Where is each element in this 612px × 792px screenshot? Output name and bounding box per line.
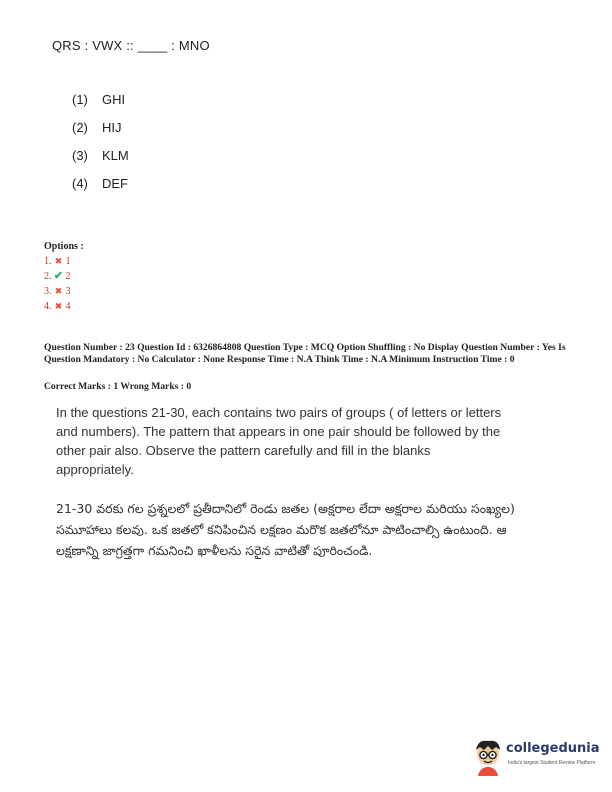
question-text: QRS : VWX :: ____ : MNO: [52, 38, 210, 53]
option-index: 1.: [44, 256, 52, 267]
cross-icon: ✖: [54, 286, 63, 296]
question-meta: Question Number : 23 Question Id : 6326864808 Question Type : MCQ Option Shuffling : No Display Question Number : Yes Is Question Mandatory : No Calculator : None Response Time : N.A Think Time : N.A Minimum Instruction Time : 0: [44, 342, 566, 365]
option-value: 1: [65, 256, 71, 267]
choice-item: [72, 120, 129, 148]
cross-icon: ✖: [54, 256, 63, 266]
option-value: 3: [65, 286, 71, 297]
choice-number: (3): [72, 148, 88, 163]
choice-item: [72, 148, 129, 176]
option-value: 4: [65, 301, 71, 312]
logo-tagline: India's largest Student Review Platform: [508, 760, 596, 766]
choice-label: GHI: [102, 92, 126, 107]
instructions-english: In the questions 21-30, each contains two pairs of groups ( of letters or letters and numbers). The pattern that appears in one pair should be followed by the other pair also. Observe the pattern carefully and fill in the blanks appropriately.: [56, 405, 502, 477]
choice-label: HIJ: [102, 120, 122, 135]
option-row: [44, 300, 84, 315]
choice-number: (4): [72, 176, 88, 191]
option-row: [44, 270, 84, 285]
marks-info: Correct Marks : 1 Wrong Marks : 0: [44, 381, 192, 392]
cross-icon: ✖: [54, 301, 63, 311]
check-icon: ✔: [53, 270, 64, 282]
option-row: [44, 285, 84, 300]
logo-brand: collegedunia: [506, 741, 600, 756]
choice-label: KLM: [102, 148, 129, 163]
option-row: [44, 255, 84, 270]
choice-number: (2): [72, 120, 88, 135]
answer-choices: [72, 92, 129, 204]
instructions-telugu: 21-30 వరకు గల ప్రశ్నలలో ప్రతీదానిలో రెండు జతల (అక్షరాల లేదా అక్షరాల మరియు సంఖ్యల) సమూహాలు కలవు. ఒక జతలో కనిపించిన లక్షణం మరొక జతలోనూ పాటించాల్సి ఉంటుంది. ఆ లక్షణాన్ని జాగ్రత్తగా గమనించి ఖాళీలను సరైన వాటితో పూరించండి.: [56, 501, 515, 558]
choice-item: [72, 176, 129, 204]
option-index: 3.: [44, 286, 52, 297]
options-heading: Options :: [44, 241, 84, 252]
option-index: 2.: [44, 271, 52, 282]
student-mascot-icon: [472, 738, 504, 778]
option-value: 2: [65, 271, 71, 282]
choice-label: DEF: [102, 176, 128, 191]
options-block: [44, 241, 84, 315]
collegedunia-logo: [472, 736, 608, 780]
choice-number: (1): [72, 92, 88, 107]
choice-item: [72, 92, 129, 120]
option-index: 4.: [44, 301, 52, 312]
